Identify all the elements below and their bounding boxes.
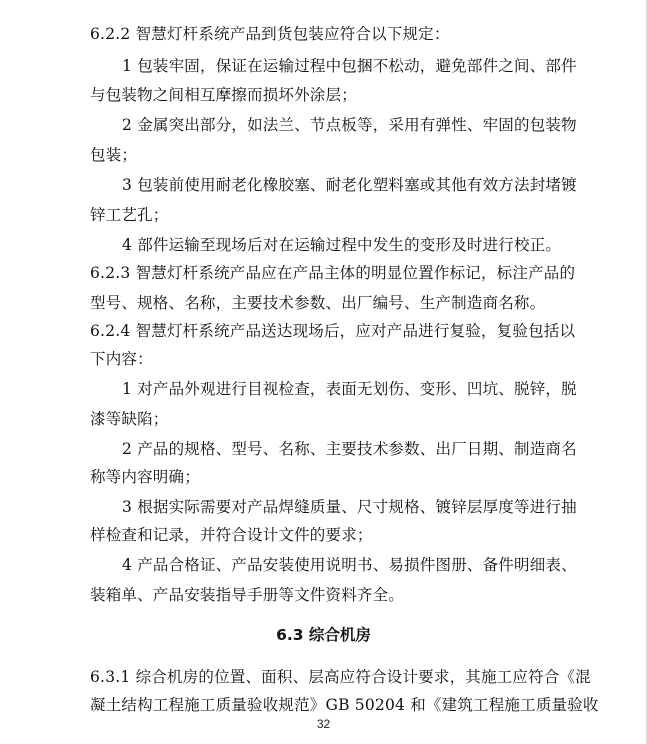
list-item-4-line-1: 4 部件运输至现场后对在运输过程中发生的变形及时进行校正。 (122, 236, 562, 254)
list-item-1-line-1: 1 包装牢固，保证在运输过程中包捆不松动，避免部件之间、部件 (122, 57, 577, 75)
list-item-2-line-2: 包装； (90, 146, 138, 164)
check-item-3-line-2: 样检查和记录，并符合设计文件的要求； (90, 526, 373, 544)
check-item-2-line-2: 称等内容明确； (90, 468, 200, 486)
list-item-3-line-1: 3 包装前使用耐老化橡胶塞、耐老化塑料塞或其他有效方法封堵镀 (122, 176, 577, 194)
clause-6-3-1-line-2: 凝土结构工程施工质量验收规范》GB 50204 和《建筑工程施工质量验收 (90, 696, 599, 714)
clause-6-2-4-line-2: 下内容： (90, 350, 153, 368)
clause-6-2-4-line-1: 6.2.4 智慧灯杆系统产品送达现场后，应对产品进行复验，复验包括以 (90, 322, 576, 340)
list-item-1-line-2: 与包装物之间相互摩擦而损坏外涂层； (90, 86, 357, 104)
clause-6-2-2: 6.2.2 智慧灯杆系统产品到货包装应符合以下规定： (90, 25, 450, 43)
clause-6-2-3-line-1: 6.2.3 智慧灯杆系统产品应在产品主体的明显位置作标记，标注产品的 (90, 264, 576, 282)
check-item-1-line-2: 漆等缺陷； (90, 410, 169, 428)
clause-6-3-1-line-1: 6.3.1 综合机房的位置、面积、层高应符合设计要求，其施工应符合《混 (90, 668, 591, 686)
page-number: 32 (316, 717, 331, 731)
check-item-3-line-1: 3 根据实际需要对产品焊缝质量、尺寸规格、镀锌层厚度等进行抽 (122, 498, 577, 516)
check-item-4-line-2: 装箱单、产品安装指导手册等文件资料齐全。 (90, 586, 405, 604)
check-item-2-line-1: 2 产品的规格、型号、名称、主要技术参数、出厂日期、制造商名 (122, 440, 577, 458)
check-item-1-line-1: 1 对产品外观进行目视检查，表面无划伤、变形、凹坑、脱锌，脱 (122, 380, 577, 398)
list-item-3-line-2: 锌工艺孔； (90, 206, 169, 224)
clause-6-2-3-line-2: 型号、规格、名称，主要技术参数、出厂编号、生产制造商名称。 (90, 294, 546, 312)
section-heading-6-3: 6.3 综合机房 (276, 626, 371, 644)
list-item-2-line-1: 2 金属突出部分，如法兰、节点板等，采用有弹性、牢固的包装物 (122, 116, 577, 134)
check-item-4-line-1: 4 产品合格证、产品安装使用说明书、易损件图册、备件明细表、 (122, 556, 577, 574)
